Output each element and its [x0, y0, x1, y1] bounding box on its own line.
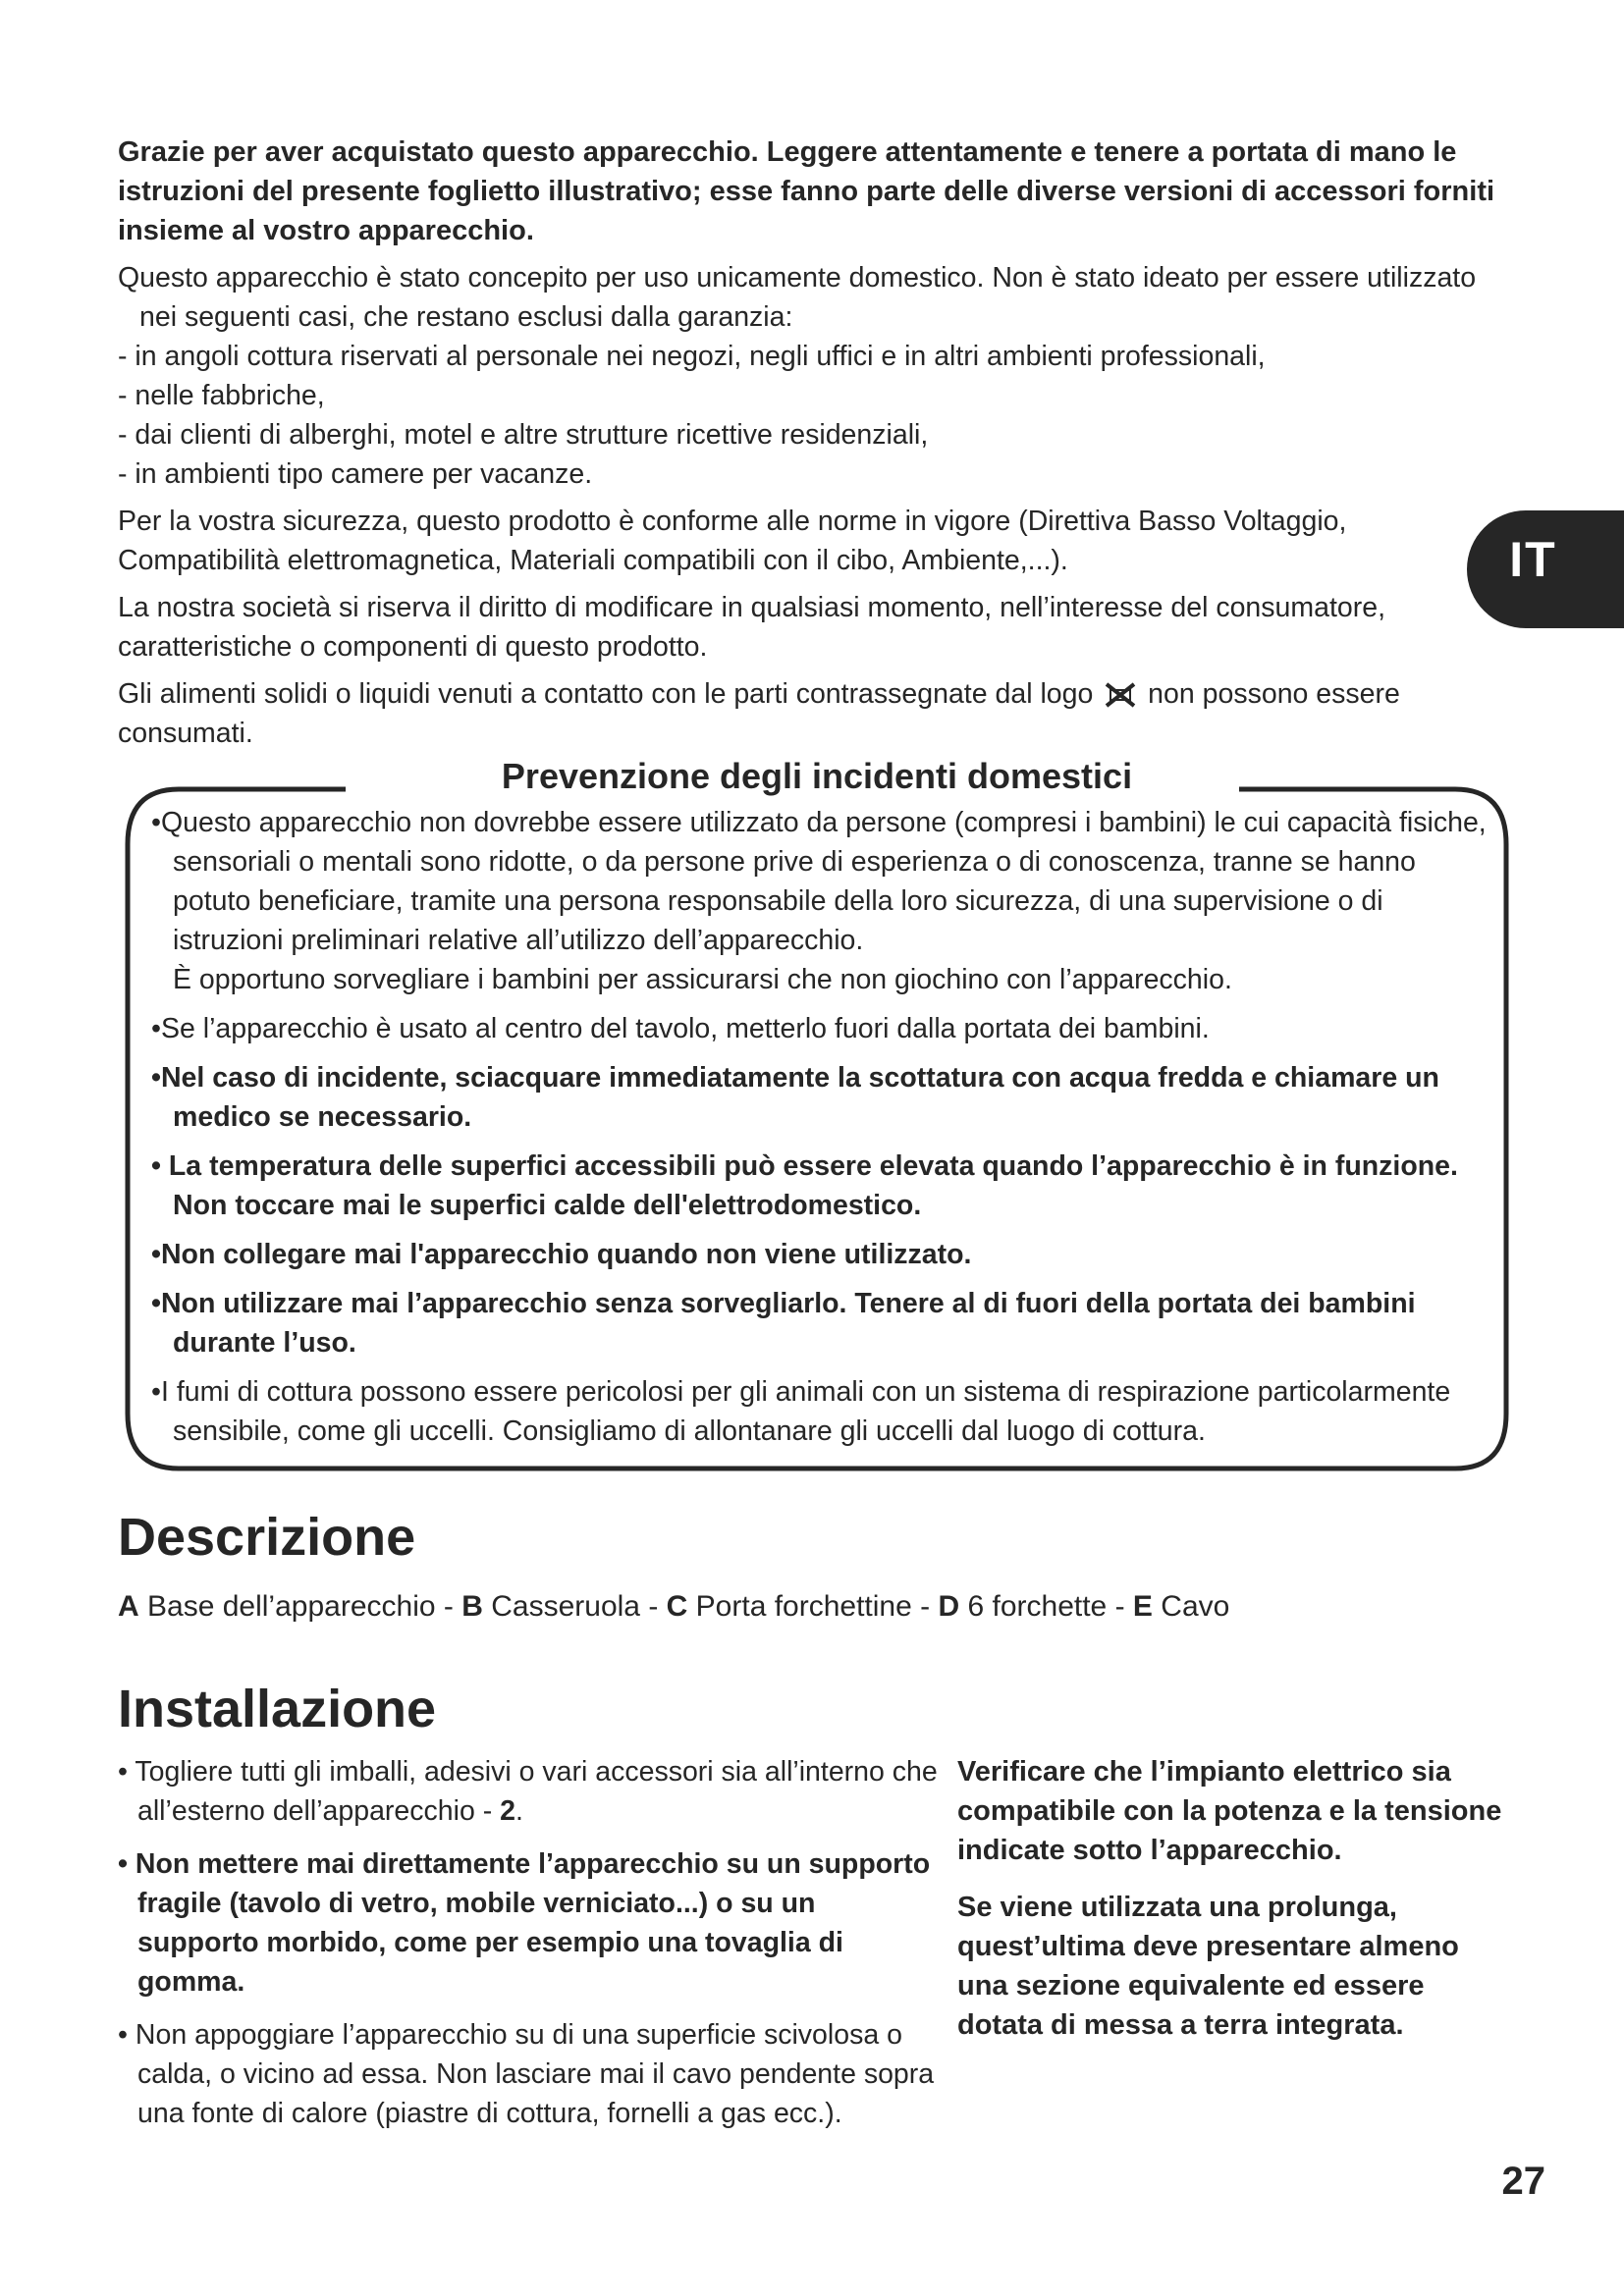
install-bullet: • Non appoggiare l’apparecchio su di una superficie scivolosa o calda, o vicino ad essa. Non lasciare mai il cavo pendente sopra una fonte di calore (piastre di cottura, fornelli a gas ecc.). [118, 2019, 935, 2129]
part-separator: - [911, 1590, 939, 1623]
safety-list [151, 803, 1496, 1461]
part-separator: - [435, 1590, 462, 1623]
part-label: 6 forchette [967, 1590, 1108, 1623]
intro-bold-paragraph: Grazie per aver acquistato questo apparecchio. Leggere attentamente e tenere a portata di mano le istruzioni del presente foglietto illustrativo; esse fanno parte delle diverse versioni di accessori forniti insieme al vostro apparecchio. [118, 136, 1495, 246]
safety-bullet: •Non utilizzare mai l’apparecchio senza sorvegliarlo. Tenere al di fuori della portata dei bambini durante l’uso. [151, 1288, 1416, 1359]
safety-bullet [151, 803, 1496, 999]
no-consume-text-before: Gli alimenti solidi o liquidi venuti a contatto con le parti contrassegnate dal logo [118, 678, 1094, 710]
intro-section [118, 133, 1512, 753]
safety-bullet: •Nel caso di incidente, sciacquare immediatamente la scottatura con acqua fredda e chiamare un medico se necessario. [151, 1062, 1439, 1133]
part-letter: D [938, 1590, 960, 1623]
safety-bullet-subtext: È opportuno sorvegliare i bambini per assicurarsi che non giochino con l’apparecchio. [173, 964, 1232, 995]
extension-cord-paragraph: Se viene utilizzata una prolunga, quest’ultima deve presentare almeno una sezione equivalente ed essere dotata di messa a terra integrata. [957, 1892, 1459, 2041]
part-letter: A [118, 1590, 139, 1623]
install-bullet: • Non mettere mai direttamente l’apparecchio su un supporto fragile (tavolo di vetro, mobile verniciato...) o su un supporto morbido, come per esempio una tovaglia di gomma. [118, 1848, 931, 1998]
safety-bullet: •Non collegare mai l'apparecchio quando non viene utilizzato. [151, 1239, 972, 1270]
part-separator: - [639, 1590, 667, 1623]
part-label: Porta forchettine [695, 1590, 912, 1623]
safety-box [120, 756, 1514, 1472]
part-label: Cavo [1161, 1590, 1230, 1623]
no-consume-text-after: non possono essere consumati. [118, 678, 1400, 749]
install-bullet-text: • Togliere tutti gli imballi, adesivi o vari accessori sia all’interno che all’esterno dell’apparecchio - [118, 1756, 938, 1827]
exclusion-item: - in angoli cottura riservati al personale nei negozi, negli uffici e in altri ambienti professionali, [118, 341, 1266, 372]
install-bullet-end: . [514, 1795, 523, 1827]
right-to-modify-paragraph: La nostra società si riserva il diritto di modificare in qualsiasi momento, nell’interesse del consumatore, caratteristiche o componenti di questo prodotto. [118, 592, 1386, 663]
language-tab-label: IT [1509, 532, 1557, 587]
exclusion-item: - dai clienti di alberghi, motel e altre strutture ricettive residenziali, [118, 419, 929, 451]
safety-bullet: •Se l’apparecchio è usato al centro del tavolo, metterlo fuori dalla portata dei bambini. [151, 1013, 1210, 1044]
parts-list [118, 1590, 1229, 1624]
figure-reference: 2 [500, 1795, 515, 1827]
installazione-left-column [118, 1752, 943, 2147]
part-letter: B [461, 1590, 483, 1623]
safety-bullet-text: •Questo apparecchio non dovrebbe essere utilizzato da persone (compresi i bambini) le cui capacità fisiche, sensoriali o mentali sono ridotte, o da persone prive di esperienza o di conoscenza, tranne se hanno potuto beneficiare, tramite una persona responsabile della loro sicurezza, di una supervisione o di istruzioni preliminari relative all’utilizzo dell’apparecchio. [151, 807, 1487, 956]
language-tab [1467, 510, 1624, 628]
part-letter: E [1132, 1590, 1153, 1623]
install-bullet [118, 1752, 943, 1831]
installazione-right-column [957, 1752, 1517, 2062]
page-number: 27 [1501, 2160, 1545, 2203]
installazione-heading: Installazione [118, 1680, 437, 1738]
domestic-use-paragraph: Questo apparecchio è stato concepito per uso unicamente domestico. Non è stato ideato per essere utilizzato nei seguenti casi, che restano esclusi dalla garanzia: [118, 262, 1477, 333]
safety-norms-paragraph: Per la vostra sicurezza, questo prodotto è conforme alle norme in vigore (Direttiva Basso Voltaggio, Compatibilità elettromagnetica, Materiali compatibili con il cibo, Ambiente,...). [118, 506, 1347, 576]
part-label: Casseruola [491, 1590, 640, 1623]
safety-title: Prevenzione degli incidenti domestici [501, 756, 1133, 796]
exclusion-item: - in ambienti tipo camere per vacanze. [118, 458, 593, 490]
descrizione-heading: Descrizione [118, 1508, 416, 1567]
part-letter: C [666, 1590, 688, 1623]
part-separator: - [1107, 1590, 1133, 1623]
crossed-fork-glass-icon [1101, 680, 1140, 710]
safety-bullet: • La temperatura delle superfici accessibili può essere elevata quando l’apparecchio è in funzione. Non toccare mai le superfici calde dell'elettrodomestico. [151, 1150, 1458, 1221]
electrical-check-paragraph: Verificare che l’impianto elettrico sia compatibile con la potenza e la tensione indicate sotto l’apparecchio. [957, 1756, 1502, 1866]
no-consume-paragraph [118, 674, 1512, 753]
safety-bullet: •I fumi di cottura possono essere pericolosi per gli animali con un sistema di respirazione particolarmente sensibile, come gli uccelli. Consigliamo di allontanare gli uccelli dal luogo di cottura. [151, 1376, 1451, 1447]
part-label: Base dell’apparecchio [147, 1590, 436, 1623]
exclusion-item: - nelle fabbriche, [118, 380, 325, 411]
